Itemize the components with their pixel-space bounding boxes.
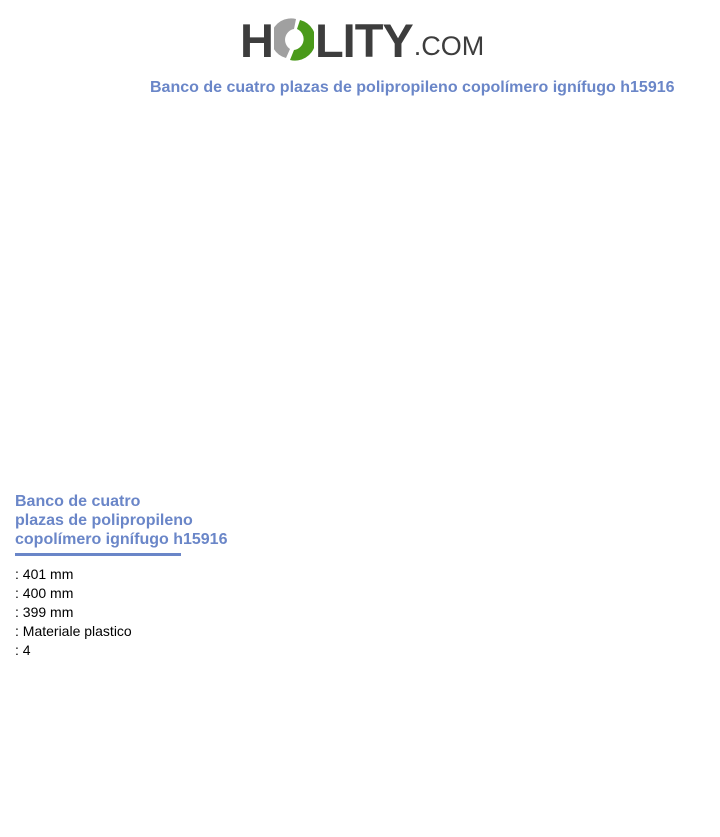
title-divider <box>15 553 181 556</box>
spec-item: : 400 mm <box>15 585 74 601</box>
holity-logo[interactable] <box>240 12 485 67</box>
spec-item: : Materiale plastico <box>15 623 132 639</box>
product-title-line: plazas de polipropileno <box>15 512 193 529</box>
spec-list <box>15 565 132 660</box>
logo-o-icon <box>274 16 314 62</box>
spec-item: : 4 <box>15 642 31 658</box>
product-title <box>15 492 245 549</box>
spec-item: : 401 mm <box>15 566 74 582</box>
spec-item: : 399 mm <box>15 604 74 620</box>
logo-text <box>240 14 413 67</box>
logo-h: H <box>240 14 273 67</box>
logo-lity: LITY <box>314 14 413 67</box>
product-title-line: Banco de cuatro <box>15 493 141 510</box>
page-title: Banco de cuatro plazas de polipropileno copolímero ignífugo h15916 <box>150 79 675 96</box>
logo-com: .COM <box>413 31 485 61</box>
product-title-line: copolímero ignífugo h15916 <box>15 531 228 548</box>
